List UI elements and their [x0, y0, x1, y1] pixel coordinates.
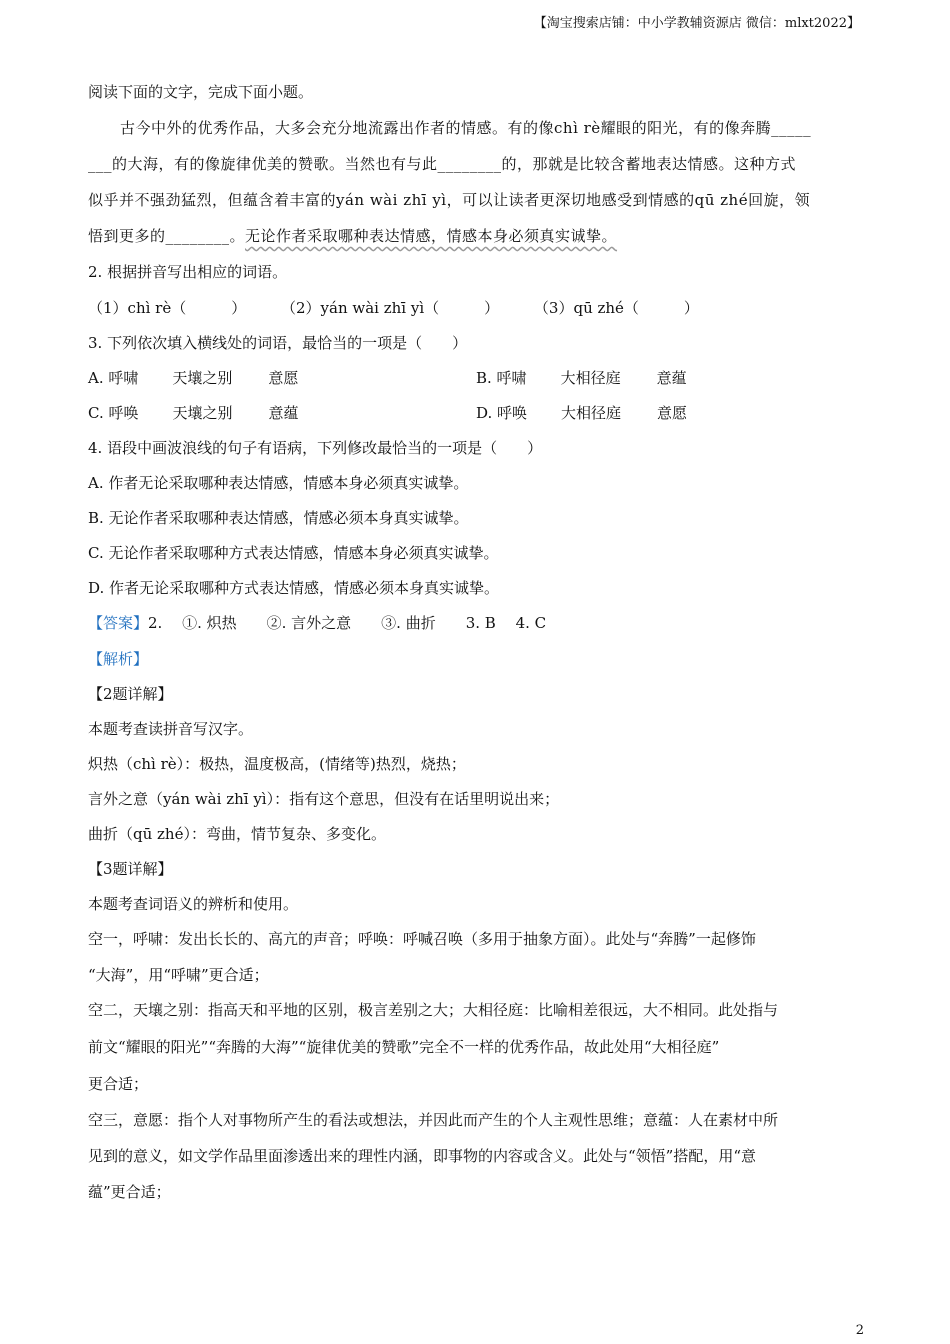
q4-option-d: D. 作者无论采取哪种方式表达情感，情感必须本身真实诚挚。 — [88, 579, 500, 597]
q4-stem: 4. 语段中画波浪线的句子有语病，下列修改最恰当的一项是（ ） — [88, 439, 543, 457]
q2-item-3: （3）qū zhé（ ） — [533, 299, 699, 317]
wavy-underlined-sentence: 无论作者采取哪种表达情感，情感本身必须真实诚挚。 — [245, 227, 618, 245]
passage-line-2: ___的大海，有的像旋律优美的赞歌。当然也有与此________的，那就是比较含蓄地表达情感。这种方式 — [88, 155, 797, 173]
q2-item-1: （1）chì rè（ ） — [88, 299, 247, 317]
q3-detail-title: 【3题详解】 — [88, 860, 173, 878]
q3-options-row-1 — [88, 368, 866, 388]
q2-detail-line-3: 曲折（qū zhé）：弯曲，情节复杂、多变化。 — [88, 825, 386, 843]
q3-detail-line-3: 空二，天壤之别：指高天和平地的区别，极言差别之大；大相径庭：比喻相差很远，大不相同。此处指与 — [88, 1001, 779, 1019]
answer-text: 2. ①. 炽热 ②. 言外之意 ③. 曲折 3. B 4. C — [148, 614, 547, 632]
q2-items — [88, 298, 699, 318]
q3-option-a: A. 呼啸 天壤之别 意愿 — [88, 369, 299, 387]
passage-line-4 — [88, 226, 617, 246]
q3-detail-intro: 本题考查词语义的辨析和使用。 — [88, 895, 299, 913]
q3-detail-line-7: 见到的意义，如文学作品里面渗透出来的理性内涵，即事物的内容或含义。此处与“领悟”搭配，用“意 — [88, 1147, 757, 1165]
q3-detail-line-6: 空三，意愿：指个人对事物所产生的看法或想法，并因此而产生的个人主观性思维；意蕴：人在素材中所 — [88, 1111, 779, 1129]
q2-detail-intro: 本题考查读拼音写汉字。 — [88, 720, 254, 738]
q4-option-a: A. 作者无论采取哪种表达情感，情感本身必须真实诚挚。 — [88, 474, 469, 492]
q2-detail-line-2: 言外之意（yán wài zhī yì）：指有这个意思，但没有在话里明说出来； — [88, 790, 560, 808]
q3-detail-line-8: 蕴”更合适； — [88, 1183, 171, 1201]
q3-stem: 3. 下列依次填入横线处的词语，最恰当的一项是（ ） — [88, 334, 468, 352]
passage-line-3: 似乎并不强劲猛烈，但蕴含着丰富的yán wài zhī yì，可以让读者更深切地感受到情感的qū zhé回旋，领 — [88, 191, 811, 209]
q2-detail-line-1: 炽热（chì rè）：极热，温度极高，(情绪等)热烈，烧热； — [88, 755, 466, 773]
q3-options-row-2 — [88, 403, 866, 423]
answer-line — [88, 613, 546, 633]
passage-line-4-prefix: 悟到更多的________。 — [88, 227, 246, 245]
q3-detail-line-5: 更合适； — [88, 1075, 149, 1093]
q3-option-d: D. 呼唤 大相径庭 意愿 — [476, 404, 688, 422]
q4-option-c: C. 无论作者采取哪种方式表达情感，情感本身必须真实诚挚。 — [88, 544, 499, 562]
page-header: 【淘宝搜索店铺：中小学教辅资源店 微信：mlxt2022】 — [533, 16, 860, 31]
answer-label: 【答案】 — [88, 614, 149, 632]
q3-detail-line-1: 空一，呼啸：发出长长的、高亢的声音；呼唤：呼喊召唤（多用于抽象方面）。此处与“奔腾”一起修饰 — [88, 930, 756, 948]
q3-option-b: B. 呼啸 大相径庭 意蕴 — [476, 369, 687, 387]
q4-option-b: B. 无论作者采取哪种表达情感，情感必须本身真实诚挚。 — [88, 509, 469, 527]
q2-item-2: （2）yán wài zhī yì（ ） — [281, 299, 500, 317]
q3-option-c: C. 呼唤 天壤之别 意蕴 — [88, 404, 299, 422]
q2-detail-title: 【2题详解】 — [88, 685, 173, 703]
intro-text: 阅读下面的文字，完成下面小题。 — [88, 83, 314, 101]
q3-detail-line-4: 前文“耀眼的阳光”“奔腾的大海”“旋律优美的赞歌”完全不一样的优秀作品，故此处用“大相径庭” — [88, 1038, 720, 1056]
q2-stem: 2. 根据拼音写出相应的词语。 — [88, 263, 288, 281]
q3-detail-line-2: “大海”，用“呼啸”更合适； — [88, 966, 269, 984]
passage-line-1: 古今中外的优秀作品，大多会充分地流露出作者的情感。有的像chì rè耀眼的阳光，有的像奔腾_____ — [120, 119, 812, 137]
page-number: 2 — [855, 1323, 864, 1338]
analysis-label: 【解析】 — [88, 650, 149, 668]
